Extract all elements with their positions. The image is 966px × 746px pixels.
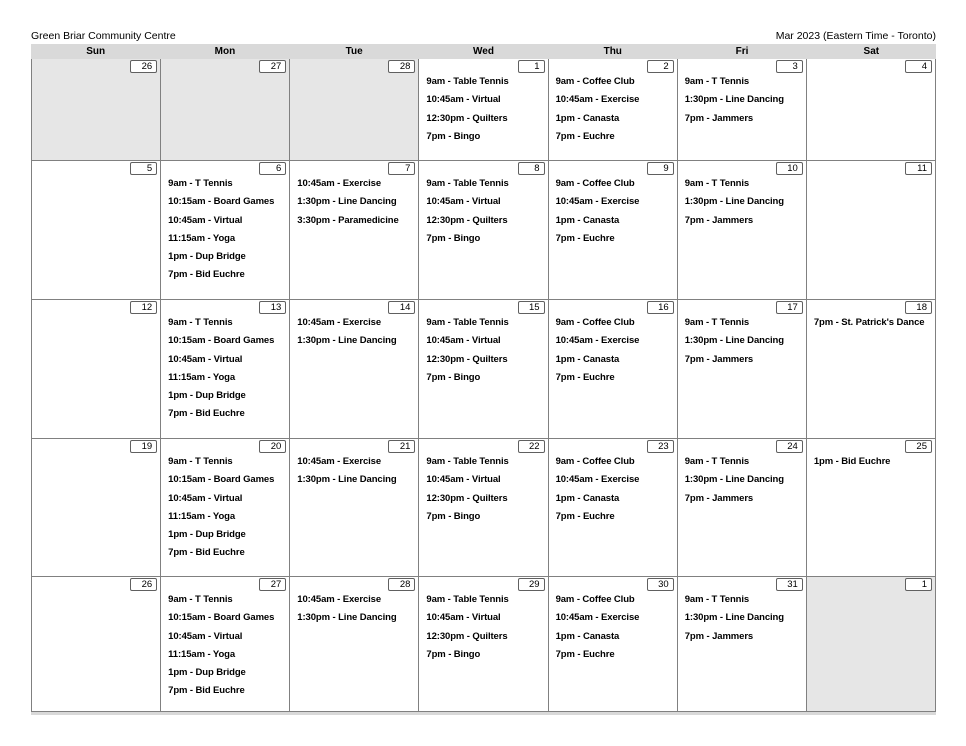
event-list <box>168 317 287 427</box>
day-number: 28 <box>388 60 415 73</box>
calendar-event[interactable]: 10:45am - Exercise <box>297 456 382 467</box>
calendar-event[interactable]: 7pm - St. Patrick's Dance <box>813 317 925 328</box>
event-list <box>168 594 287 704</box>
calendar-event[interactable]: 9am - T Tennis <box>168 456 233 467</box>
calendar-event[interactable]: 9am - Table Tennis <box>426 594 509 605</box>
calendar-event[interactable]: 1:30pm - Line Dancing <box>684 612 784 624</box>
weekday-label: Sun <box>86 46 106 57</box>
day-cell[interactable] <box>419 439 548 577</box>
day-cell[interactable] <box>419 59 548 161</box>
day-number: 29 <box>518 578 545 591</box>
event-list <box>426 178 545 251</box>
week-row <box>31 577 936 712</box>
event-list <box>297 456 416 493</box>
calendar-event[interactable]: 1:30pm - Line Dancing <box>684 196 784 208</box>
calendar-event[interactable]: 9am - T Tennis <box>684 594 750 605</box>
weekday-header-row <box>31 44 936 59</box>
day-cell[interactable] <box>161 577 290 712</box>
day-cell[interactable] <box>161 59 290 161</box>
calendar-event[interactable]: 10:45am - Virtual <box>168 630 243 642</box>
day-cell[interactable] <box>807 439 936 577</box>
calendar-event[interactable]: 11:15am - Yoga <box>168 648 236 660</box>
calendar-event[interactable]: 9am - Table Tennis <box>426 76 509 87</box>
month-grid <box>31 59 936 712</box>
weekday-label: Wed <box>473 46 494 57</box>
calendar-event[interactable]: 10:45am - Virtual <box>168 353 243 365</box>
day-cell[interactable] <box>678 161 807 300</box>
day-cell[interactable] <box>290 577 419 712</box>
event-list <box>685 76 804 131</box>
calendar-event[interactable]: 9am - Coffee Club <box>555 317 635 328</box>
calendar-event[interactable]: 9am - Table Tennis <box>426 317 509 328</box>
day-cell[interactable] <box>161 161 290 300</box>
calendar-event[interactable]: 1pm - Bid Euchre <box>813 456 891 467</box>
day-cell[interactable] <box>807 161 936 300</box>
calendar-event[interactable]: 7pm - Euchre <box>555 232 615 244</box>
calendar-event[interactable]: 7pm - Bingo <box>426 371 481 383</box>
calendar-event[interactable]: 10:45am - Exercise <box>555 196 640 208</box>
calendar-event[interactable]: 7pm - Euchre <box>555 130 615 142</box>
event-list <box>168 456 287 566</box>
calendar-event[interactable]: 1:30pm - Line Dancing <box>297 335 397 347</box>
calendar-event[interactable]: 1:30pm - Line Dancing <box>684 335 784 347</box>
day-cell[interactable] <box>290 300 419 439</box>
day-number: 9 <box>647 162 674 175</box>
day-cell[interactable] <box>678 59 807 161</box>
week-row <box>31 161 936 300</box>
calendar-event[interactable]: 1:30pm - Line Dancing <box>684 474 784 486</box>
calendar-event[interactable]: 1pm - Dup Bridge <box>168 390 246 402</box>
day-number: 22 <box>518 440 545 453</box>
day-number: 12 <box>130 301 157 314</box>
day-cell[interactable] <box>31 59 161 161</box>
event-list <box>556 178 675 251</box>
day-number: 26 <box>130 578 157 591</box>
week-row <box>31 439 936 577</box>
day-number: 1 <box>905 578 932 591</box>
day-number: 14 <box>388 301 415 314</box>
calendar-event[interactable]: 7pm - Bid Euchre <box>168 685 245 697</box>
day-cell[interactable] <box>549 300 678 439</box>
calendar-event[interactable]: 10:45am - Exercise <box>555 474 640 486</box>
event-list <box>426 76 545 149</box>
day-cell[interactable] <box>161 439 290 577</box>
calendar-event[interactable]: 9am - T Tennis <box>684 76 750 87</box>
day-cell[interactable] <box>31 161 161 300</box>
day-number: 3 <box>776 60 803 73</box>
calendar-event[interactable]: 9am - Coffee Club <box>555 594 635 605</box>
calendar-event[interactable]: 10:45am - Virtual <box>168 214 243 226</box>
calendar-event[interactable]: 1pm - Canasta <box>555 630 620 642</box>
calendar-event[interactable]: 9am - T Tennis <box>684 317 750 328</box>
event-list <box>426 594 545 667</box>
calendar-event[interactable]: 1:30pm - Line Dancing <box>297 612 397 624</box>
calendar-event[interactable]: 9am - Table Tennis <box>426 178 509 189</box>
day-cell[interactable] <box>290 161 419 300</box>
day-number: 30 <box>647 578 674 591</box>
day-cell[interactable] <box>161 300 290 439</box>
day-number: 2 <box>647 60 674 73</box>
calendar-event[interactable]: 10:45am - Virtual <box>426 196 501 208</box>
calendar-event[interactable]: 7pm - Bid Euchre <box>168 547 245 559</box>
calendar-event[interactable]: 10:45am - Exercise <box>555 335 640 347</box>
calendar-event[interactable]: 9am - Table Tennis <box>426 456 509 467</box>
calendar-event[interactable]: 7pm - Bid Euchre <box>168 269 245 281</box>
calendar-event[interactable]: 12:30pm - Quilters <box>426 112 508 124</box>
event-list <box>426 456 545 529</box>
calendar-event[interactable]: 7pm - Bingo <box>426 232 481 244</box>
day-number: 16 <box>647 301 674 314</box>
day-number: 11 <box>905 162 932 175</box>
event-list <box>685 456 804 511</box>
calendar-event[interactable]: 12:30pm - Quilters <box>426 353 508 365</box>
calendar-event[interactable]: 9am - T Tennis <box>168 178 233 189</box>
event-list <box>556 317 675 390</box>
calendar-event[interactable]: 9am - T Tennis <box>684 456 750 467</box>
day-cell[interactable] <box>31 300 161 439</box>
calendar-event[interactable]: 11:15am - Yoga <box>168 371 236 383</box>
event-list <box>685 178 804 233</box>
calendar-event[interactable]: 7pm - Jammers <box>684 112 754 124</box>
day-number: 31 <box>776 578 803 591</box>
calendar-event[interactable]: 9am - Coffee Club <box>555 178 635 189</box>
calendar-event[interactable]: 1:30pm - Line Dancing <box>297 474 397 486</box>
day-cell[interactable] <box>549 59 678 161</box>
calendar-footer-bar <box>31 712 936 715</box>
day-cell[interactable] <box>807 300 936 439</box>
calendar-event[interactable]: 9am - T Tennis <box>168 594 233 605</box>
calendar-event[interactable]: 1pm - Canasta <box>555 353 620 365</box>
day-number: 27 <box>259 60 286 73</box>
weekday-label: Mon <box>214 46 236 57</box>
weekday-label: Thu <box>603 46 622 57</box>
event-list <box>814 456 933 474</box>
calendar-event[interactable]: 7pm - Bingo <box>426 510 481 522</box>
week-row <box>31 300 936 439</box>
event-list <box>168 178 287 288</box>
calendar-event[interactable]: 9am - Coffee Club <box>555 456 635 467</box>
calendar-event[interactable]: 9am - T Tennis <box>168 317 233 328</box>
calendar-event[interactable]: 1pm - Canasta <box>555 112 620 124</box>
day-number: 8 <box>518 162 545 175</box>
calendar-event[interactable]: 10:45am - Exercise <box>297 317 382 328</box>
calendar-event[interactable]: 10:45am - Exercise <box>555 94 640 106</box>
calendar-event[interactable]: 9am - Coffee Club <box>555 76 635 87</box>
calendar-event[interactable]: 10:45am - Virtual <box>426 94 501 106</box>
day-number: 10 <box>776 162 803 175</box>
day-number: 17 <box>776 301 803 314</box>
organization-name: Green Briar Community Centre <box>31 30 176 42</box>
weekday-label: Sat <box>863 46 880 57</box>
calendar-event[interactable]: 1pm - Canasta <box>555 214 620 226</box>
day-number: 18 <box>905 301 932 314</box>
day-cell[interactable] <box>290 439 419 577</box>
day-number: 24 <box>776 440 803 453</box>
event-list <box>426 317 545 390</box>
calendar-event[interactable]: 10:45am - Virtual <box>168 492 243 504</box>
calendar-event[interactable]: 7pm - Euchre <box>555 371 615 383</box>
calendar-event[interactable]: 7pm - Bingo <box>426 648 481 660</box>
calendar-event[interactable]: 1pm - Dup Bridge <box>168 251 246 263</box>
day-number: 26 <box>130 60 157 73</box>
event-list <box>556 594 675 667</box>
day-number: 15 <box>518 301 545 314</box>
event-list <box>685 317 804 372</box>
day-number: 21 <box>388 440 415 453</box>
day-cell[interactable] <box>678 439 807 577</box>
event-list <box>297 594 416 631</box>
calendar-event[interactable]: 7pm - Euchre <box>555 510 615 522</box>
event-list <box>685 594 804 649</box>
day-number: 23 <box>647 440 674 453</box>
day-cell[interactable] <box>290 59 419 161</box>
calendar-event[interactable]: 7pm - Jammers <box>684 492 754 504</box>
event-list <box>297 317 416 354</box>
calendar-event[interactable]: 12:30pm - Quilters <box>426 492 508 504</box>
calendar-event[interactable]: 3:30pm - Paramedicine <box>297 214 399 226</box>
day-number: 28 <box>388 578 415 591</box>
calendar-event[interactable]: 1pm - Canasta <box>555 492 620 504</box>
calendar-event[interactable]: 10:45am - Virtual <box>426 474 501 486</box>
day-cell[interactable] <box>549 161 678 300</box>
day-number: 5 <box>130 162 157 175</box>
calendar-event[interactable]: 1pm - Dup Bridge <box>168 667 246 679</box>
day-number: 13 <box>259 301 286 314</box>
day-number: 1 <box>518 60 545 73</box>
day-cell[interactable] <box>419 577 548 712</box>
calendar-event[interactable]: 7pm - Jammers <box>684 630 754 642</box>
calendar-event[interactable]: 10:15am - Board Games <box>168 196 275 208</box>
day-number: 27 <box>259 578 286 591</box>
calendar-event[interactable]: 9am - T Tennis <box>684 178 750 189</box>
day-cell[interactable] <box>678 300 807 439</box>
day-number: 7 <box>388 162 415 175</box>
day-cell[interactable] <box>419 300 548 439</box>
event-list <box>556 456 675 529</box>
calendar-event[interactable]: 10:15am - Board Games <box>168 474 275 486</box>
calendar-event[interactable]: 7pm - Euchre <box>555 648 615 660</box>
day-cell[interactable] <box>549 439 678 577</box>
day-cell[interactable] <box>31 439 161 577</box>
day-cell[interactable] <box>419 161 548 300</box>
calendar-event[interactable]: 7pm - Jammers <box>684 353 754 365</box>
day-cell[interactable] <box>31 577 161 712</box>
calendar-event[interactable]: 10:15am - Board Games <box>168 335 275 347</box>
calendar-event[interactable]: 12:30pm - Quilters <box>426 214 508 226</box>
calendar-event[interactable]: 7pm - Jammers <box>684 214 754 226</box>
weekday-label: Tue <box>345 46 363 57</box>
weekday-label: Fri <box>735 46 749 57</box>
calendar-event[interactable]: 10:45am - Exercise <box>297 178 382 189</box>
day-number: 20 <box>259 440 286 453</box>
calendar-event[interactable]: 10:45am - Virtual <box>426 612 501 624</box>
calendar-event[interactable]: 11:15am - Yoga <box>168 510 236 522</box>
calendar-event[interactable]: 11:15am - Yoga <box>168 232 236 244</box>
calendar-event[interactable]: 10:45am - Exercise <box>555 612 640 624</box>
day-number: 4 <box>905 60 932 73</box>
calendar-event[interactable]: 12:30pm - Quilters <box>426 630 508 642</box>
event-list <box>556 76 675 149</box>
day-number: 25 <box>905 440 932 453</box>
calendar-event[interactable]: 1:30pm - Line Dancing <box>684 94 784 106</box>
event-list <box>297 178 416 233</box>
day-cell[interactable] <box>549 577 678 712</box>
calendar-event[interactable]: 7pm - Bid Euchre <box>168 408 245 420</box>
day-number: 19 <box>130 440 157 453</box>
event-list <box>814 317 933 335</box>
week-row <box>31 59 936 161</box>
day-cell[interactable] <box>807 59 936 161</box>
calendar-event[interactable]: 1:30pm - Line Dancing <box>297 196 397 208</box>
calendar-event[interactable]: 10:15am - Board Games <box>168 612 275 624</box>
calendar-period: Mar 2023 (Eastern Time - Toronto) <box>775 30 936 42</box>
day-number: 6 <box>259 162 286 175</box>
calendar-event[interactable]: 10:45am - Exercise <box>297 594 382 605</box>
calendar-event[interactable]: 7pm - Bingo <box>426 130 481 142</box>
calendar-event[interactable]: 10:45am - Virtual <box>426 335 501 347</box>
day-cell[interactable] <box>807 577 936 712</box>
calendar-header <box>31 30 936 43</box>
day-cell[interactable] <box>678 577 807 712</box>
calendar-event[interactable]: 1pm - Dup Bridge <box>168 529 246 541</box>
